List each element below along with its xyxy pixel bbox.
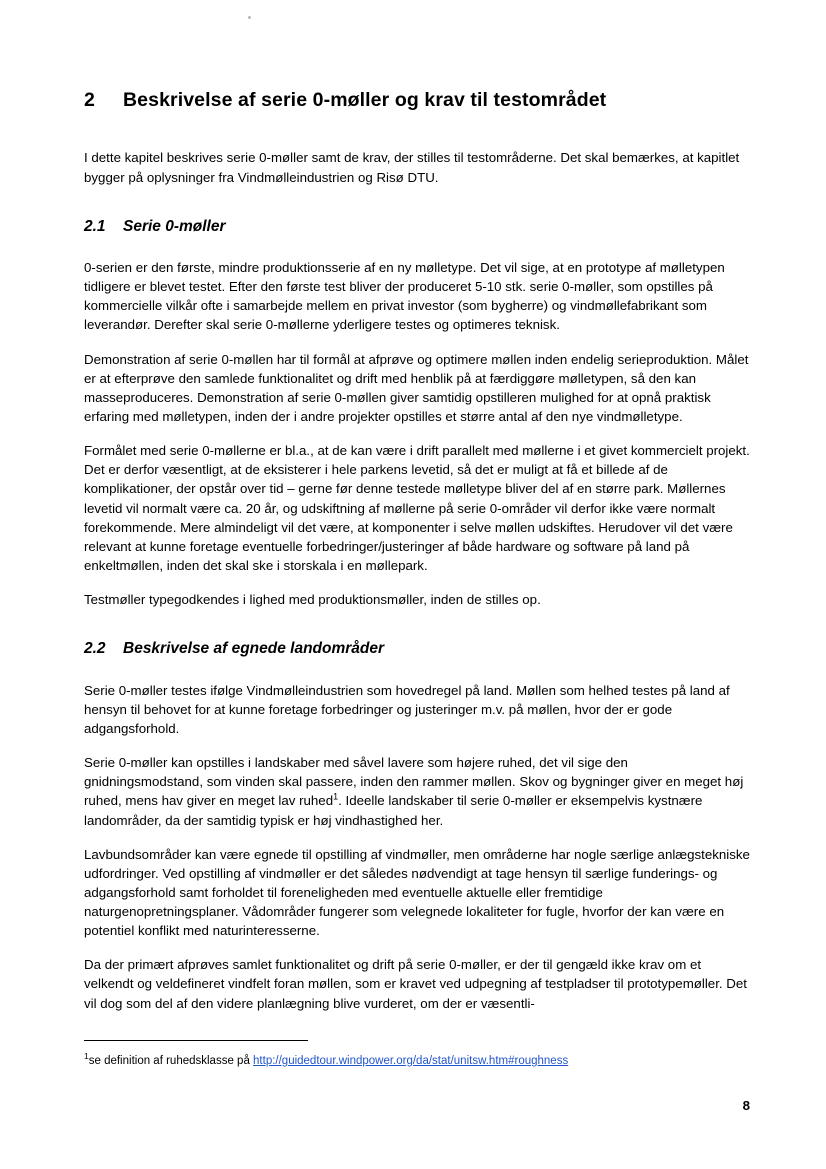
footnote-link[interactable]: http://guidedtour.windpower.org/da/stat/unitsw.htm#roughness xyxy=(253,1055,569,1067)
footnote xyxy=(84,1053,750,1069)
paragraph: Lavbundsområder kan være egnede til opstilling af vindmøller, men områderne har nogle særlige anlægstekniske udfordringer. Ved opstilling af vindmøller er det således nødvendigt at tage hensyn til særlige funderings- og adgangsforhold samt forholdet til foreneligheden med eventuelle aktuelle eller fremtidige naturgenopretningsplaner. Vådområder fungerer som velegnede lokaliteter for fugle, hvorfor der kan være en potentiel konflikt med naturinteresserne. xyxy=(84,846,750,939)
paragraph: 0-serien er den første, mindre produktionsserie af en ny mølletype. Det vil sige, at en prototype af mølletypen tidligere er blevet testet. Efter den første test bliver der produceret 5-10 stk. serie 0-møller, som opstilles på kommercielle vilkår ofte i samarbejde mellem en privat investor (som bygherre) og vindmøllefabrikant som leverandør. Derefter skal serie 0-møllerne yderligere testes og optimeres teknisk. xyxy=(84,260,725,333)
spacer xyxy=(84,940,750,955)
page-content xyxy=(84,0,750,1013)
spacer xyxy=(84,236,750,258)
paragraph-text: Serie 0-møller kan opstilles i landskaber med såvel lavere som højere ruhed, det vil sige den gnidningsmodstand, som vinden skal passere, inden den rammer møllen. Skov og bygninger giver en meget høj ruhed, mens hav giver en meget lav ruhed$^1$. Ideelle landskaber til serie 0-møller er eksempelvis kystnære landområder, da der samtidig typisk er høj vindhastighed her. xyxy=(84,755,744,828)
paragraph: Demonstration af serie 0-møllen har til formål at afprøve og optimere møllen inden endelig serieproduktion. Målet er at efterprøve den samlede funktionalitet og drift med henblik på at færdiggøre mølletypen, så den kan masseproduceres. Demonstration af serie 0-møllen giver samtidig opstilleren mulighed for at opnå praktisk erfaring med mølletypen, inden der i andre projekter opstilles et større antal af den nye vindmølletype. xyxy=(84,351,749,425)
paragraph: Testmøller typegodkendes i lighed med produktionsmøller, inden de stilles op. xyxy=(84,592,541,608)
spacer xyxy=(84,335,750,350)
spacer xyxy=(84,575,750,590)
footnote-separator xyxy=(84,1040,308,1041)
section-heading-2-1 xyxy=(84,217,750,236)
section-title: Beskrivelse af egnede landområder xyxy=(123,640,385,658)
spacer xyxy=(84,659,750,681)
chapter-number: 2 xyxy=(84,89,95,111)
footnote-reference[interactable]: 1 xyxy=(333,791,339,802)
section-number: 2.1 xyxy=(84,217,106,235)
section-number: 2.2 xyxy=(84,640,106,658)
paragraph-with-footnote xyxy=(84,753,750,830)
paragraph: Serie 0-møller testes ifølge Vindmølleindustrien som hovedregel på land. Møllen som helhed testes på land af hensyn til behovet for at kunne foretage forbedringer og justeringer m.v. på møllen, hvor der er gode adgangsforhold. xyxy=(84,682,730,736)
footnote-marker: 1 xyxy=(84,1051,89,1062)
spacer xyxy=(84,426,750,441)
chapter-heading xyxy=(84,88,750,112)
footnote-area xyxy=(84,1040,750,1069)
chapter-title: Beskrivelse af serie 0-møller og krav til testområdet xyxy=(123,89,607,111)
section-heading-2-2 xyxy=(84,639,750,658)
spacer xyxy=(84,830,750,845)
spacer xyxy=(84,187,750,217)
paragraph: Da der primært afprøves samlet funktionalitet og drift på serie 0-møller, er der til gengæld ikke krav om et velkendt og veldefineret vindfelt foran møllen, som er kravet ved udpegning af testpladser til prototypemøller. Det vil dog som del af den videre planlægning blive vurderet, om der er væsentli- xyxy=(84,957,747,1011)
spacer xyxy=(84,609,750,639)
footnote-text: se definition af ruhedsklasse på xyxy=(88,1055,254,1067)
chapter-intro-paragraph: I dette kapitel beskrives serie 0-møller samt de krav, der stilles til testområderne. Det skal bemærkes, at kapitlet bygger på oplysninger fra Vindmølleindustrien og Risø DTU. xyxy=(84,150,740,185)
paragraph: Formålet med serie 0-møllerne er bl.a., at de kan være i drift parallelt med møllerne i et givet kommercielt projekt. Det er derfor væsentligt, at de eksisterer i hele parkens levetid, så det er muligt at få et billede af de komplikationer, der opstår over tid – gerne før denne testede mølletype bliver del af en større park. Møllernes levetid vil normalt være ca. 20 år, og udskiftning af møllerne på serie 0-områder vil derfor ikke være normalt forekommende. Mere almindeligt vil det være, at komponenter i selve møllen udskiftes. Herudover vil det være relevant at kunne foretage eventuelle forbedringer/justeringer af både hardware og software på land på enkeltmøllen, inden det skal ske i storskala i en møllepark. xyxy=(84,443,750,573)
spacer xyxy=(84,738,750,753)
section-title: Serie 0-møller xyxy=(123,217,226,235)
spacer xyxy=(84,24,750,148)
page-number: 8 xyxy=(742,1098,750,1113)
